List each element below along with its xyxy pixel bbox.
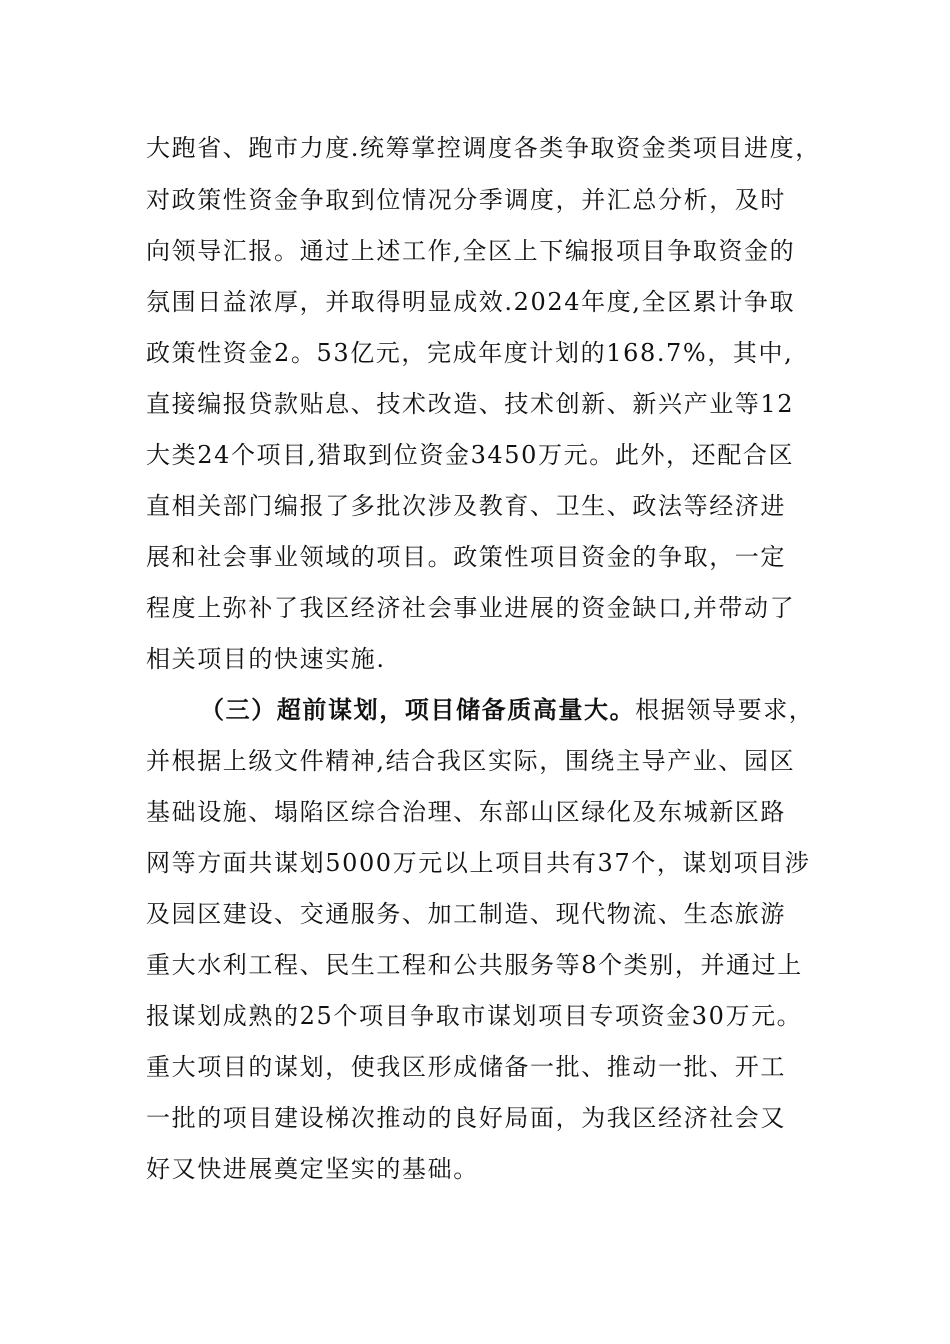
paragraph-line: 一批的项目建设梯次推动的良好局面，为我区经济社会又	[146, 1104, 786, 1132]
paragraph-line: 向领导汇报。通过上述工作,全区上下编报项目争取资金的	[146, 237, 796, 265]
paragraph-line: 基础设施、塌陷区综合治理、东部山区绿化及东城新区路	[146, 798, 786, 826]
paragraph-line: 网等方面共谋划5000万元以上项目共有37个，谋划项目涉	[146, 849, 811, 877]
paragraph-line: 直相关部门编报了多批次涉及教育、卫生、政法等经济进	[146, 492, 786, 520]
paragraph-line: 氛围日益浓厚，并取得明显成效.2024年度,全区累计争取	[146, 288, 796, 316]
paragraph-line: 并根据上级文件精神,结合我区实际，围绕主导产业、园区	[146, 747, 796, 775]
paragraph-line: 相关项目的快速实施.	[146, 645, 386, 673]
paragraph-line: 直接编报贷款贴息、技术改造、技术创新、新兴产业等12	[146, 390, 795, 418]
paragraph-line: 程度上弥补了我区经济社会事业进展的资金缺口,并带动了	[146, 594, 796, 622]
heading-line-text: 根据领导要求，	[635, 696, 815, 724]
paragraph-line: 政策性资金2。53亿元，完成年度计划的168.7%，其中,	[146, 339, 794, 367]
section-heading: （三）超前谋划，项目储备质高量大。	[200, 695, 636, 724]
paragraph-line: 报谋划成熟的25个项目争取市谋划项目专项资金30万元。	[146, 1002, 803, 1030]
paragraph-line: 及园区建设、交通服务、加工制造、现代物流、生态旅游	[146, 900, 786, 928]
paragraph-line: 大类24个项目,猎取到位资金3450万元。此外，还配合区	[146, 441, 795, 469]
paragraph-line: 重大项目的谋划，使我区形成储备一批、推动一批、开工	[146, 1053, 786, 1081]
paragraph-line: 重大水利工程、民生工程和公共服务等8个类别，并通过上	[146, 951, 803, 979]
paragraph-line: 对政策性资金争取到位情况分季调度，并汇总分析，及时	[146, 186, 786, 214]
paragraph-line: 好又快进展奠定坚实的基础。	[146, 1155, 479, 1183]
paragraph-line: 展和社会事业领域的项目。政策性项目资金的争取，一定	[146, 543, 786, 571]
paragraph-line: 大跑省、跑市力度.统筹掌控调度各类争取资金类项目进度，	[146, 134, 821, 162]
section-heading-line	[200, 690, 826, 730]
